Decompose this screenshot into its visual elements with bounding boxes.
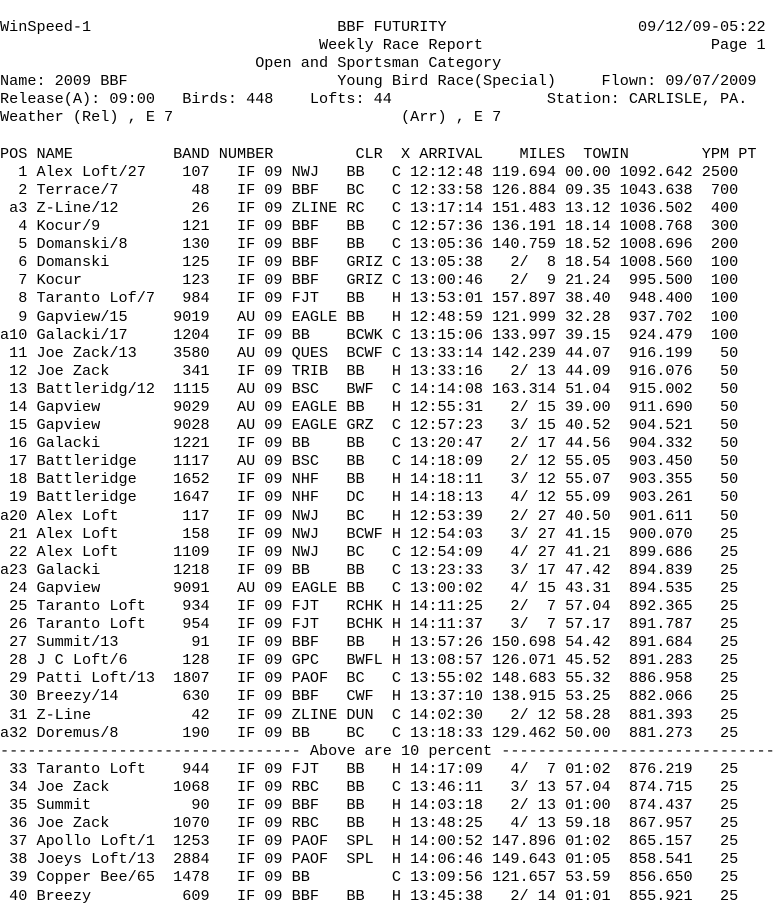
result-row: 12 Joe Zack 341 IF 09 TRIB BB H 13:33:16 2/ 13 44.09 916.076 50 — [0, 361, 739, 380]
result-row: 14 Gapview 9029 AU 09 EAGLE BB H 12:55:31 2/ 15 39.00 911.690 50 — [0, 397, 739, 416]
result-row: 1 Alex Loft/27 107 IF 09 NWJ BB C 12:12:48 119.694 00.00 1092.642 2500 — [0, 162, 739, 181]
result-row: 8 Taranto Lof/7 984 IF 09 FJT BB H 13:53:01 157.897 38.40 948.400 100 — [0, 289, 739, 308]
header-line-race: Name: 2009 BBF Young Bird Race(Special) Flown: 09/07/2009 — [0, 72, 757, 91]
result-row: 2 Terrace/7 48 IF 09 BBF BC C 12:33:58 126.884 09.35 1043.638 700 — [0, 180, 739, 199]
result-row: 21 Alex Loft 158 IF 09 NWJ BCWF H 12:54:03 3/ 27 41.15 900.070 25 — [0, 524, 739, 543]
result-row: 17 Battleridge 1117 AU 09 BSC BB C 14:18:09 2/ 12 55.05 903.450 50 — [0, 452, 739, 471]
result-row: 36 Joe Zack 1070 IF 09 RBC BB H 13:48:25 4/ 13 59.18 867.957 25 — [0, 814, 739, 833]
header-line-weather: Weather (Rel) , E 7 (Arr) , E 7 — [0, 108, 502, 127]
result-row: 5 Domanski/8 130 IF 09 BBF BB C 13:05:36 140.759 18.52 1008.696 200 — [0, 235, 739, 254]
result-row: 39 Copper Bee/65 1478 IF 09 BB C 13:09:56 121.657 53.59 856.650 25 — [0, 868, 739, 887]
results-table-top — [0, 163, 780, 742]
result-row: 26 Taranto Loft 954 IF 09 FJT BCHK H 14:11:37 3/ 7 57.17 891.787 25 — [0, 615, 739, 634]
result-row: 22 Alex Loft 1109 IF 09 NWJ BC C 12:54:09 4/ 27 41.21 899.686 25 — [0, 542, 739, 561]
result-row: a3 Z-Line/12 26 IF 09 ZLINE RC C 13:17:14 151.483 13.12 1036.502 400 — [0, 198, 739, 217]
result-row: 13 Battleridg/12 1115 AU 09 BSC BWF C 14:14:08 163.314 51.04 915.002 50 — [0, 379, 739, 398]
header-line-release: Release(A): 09:00 Birds: 448 Lofts: 44 Station: CARLISLE, PA. — [0, 90, 748, 109]
header-line-program: WinSpeed-1 BBF FUTURITY 09/12/09-05:22 — [0, 18, 766, 36]
result-row: 15 Gapview 9028 AU 09 EAGLE GRZ C 12:57:23 3/ 15 40.52 904.521 50 — [0, 416, 739, 435]
result-row: 25 Taranto Loft 934 IF 09 FJT RCHK H 14:11:25 2/ 7 57.04 892.365 25 — [0, 597, 739, 615]
header-line-report: Weekly Race Report Page 1 — [0, 36, 766, 55]
result-row: 6 Domanski 125 IF 09 BBF GRIZ C 13:05:38 2/ 8 18.54 1008.560 100 — [0, 253, 739, 272]
result-row: 34 Joe Zack 1068 IF 09 RBC BB C 13:46:11 3/ 13 57.04 874.715 25 — [0, 777, 739, 796]
results-table-bottom — [0, 760, 780, 905]
result-row: 27 Summit/13 91 IF 09 BBF BB H 13:57:26 150.698 54.42 891.684 25 — [0, 633, 739, 652]
result-row: 18 Battleridge 1652 IF 09 NHF BB H 14:18:11 3/ 12 55.07 903.355 50 — [0, 470, 739, 489]
result-row: 28 J C Loft/6 128 IF 09 GPC BWFL H 13:08:57 126.071 45.52 891.283 25 — [0, 651, 739, 670]
result-row: 7 Kocur 123 IF 09 BBF GRIZ C 13:00:46 2/ 9 21.24 995.500 100 — [0, 271, 739, 290]
header-line-category: Open and Sportsman Category — [0, 54, 502, 73]
result-row: 37 Apollo Loft/1 1253 IF 09 PAOF SPL H 14:00:52 147.896 01:02 865.157 25 — [0, 832, 739, 851]
result-row: 4 Kocur/9 121 IF 09 BBF BB C 12:57:36 136.191 18.14 1008.768 300 — [0, 217, 739, 236]
result-row: a23 Galacki 1218 IF 09 BB BB C 13:23:33 3/ 17 47.42 894.839 25 — [0, 560, 739, 579]
result-row: 11 Joe Zack/13 3580 AU 09 QUES BCWF C 13:33:14 142.239 44.07 916.199 50 — [0, 343, 739, 362]
result-row: 24 Gapview 9091 AU 09 EAGLE BB C 13:00:02 4/ 15 43.31 894.535 25 — [0, 578, 739, 597]
result-row: a10 Galacki/17 1204 IF 09 BB BCWK C 13:15:06 133.997 39.15 924.479 100 — [0, 325, 739, 344]
result-row: 40 Breezy 609 IF 09 BBF BB H 13:45:38 2/ 14 01:01 855.921 25 — [0, 886, 739, 905]
result-row: 30 Breezy/14 630 IF 09 BBF CWF H 13:37:10 138.915 53.25 882.066 25 — [0, 687, 739, 706]
result-row: 16 Galacki 1221 IF 09 BB BB C 13:20:47 2/ 17 44.56 904.332 50 — [0, 434, 739, 453]
result-row: 9 Gapview/15 9019 AU 09 EAGLE BB H 12:48:59 121.999 32.28 937.702 100 — [0, 307, 739, 326]
result-row: 31 Z-Line 42 IF 09 ZLINE DUN C 14:02:30 2/ 12 58.28 881.393 25 — [0, 705, 739, 724]
result-row: 19 Battleridge 1647 IF 09 NHF DC H 14:18:13 4/ 12 55.09 903.261 50 — [0, 488, 739, 507]
result-row: 38 Joeys Loft/13 2884 IF 09 PAOF SPL H 14:06:46 149.643 01:05 858.541 25 — [0, 850, 739, 869]
blank-line — [0, 127, 780, 145]
result-row: 33 Taranto Loft 944 IF 09 FJT BB H 14:17:09 4/ 7 01:02 876.219 25 — [0, 759, 739, 778]
result-row: a20 Alex Loft 117 IF 09 NWJ BC H 12:53:39 2/ 27 40.50 901.611 50 — [0, 506, 739, 525]
ten-percent-divider: --------------------------------- Above are 10 percent ------------------------------ — [0, 741, 775, 760]
result-row: 35 Summit 90 IF 09 BBF BB H 14:03:18 2/ 13 01:00 874.437 25 — [0, 796, 739, 815]
result-row: a32 Doremus/8 190 IF 09 BB BC C 13:18:33 129.462 50.00 881.273 25 — [0, 723, 739, 742]
result-row: 29 Patti Loft/13 1807 IF 09 PAOF BC C 13:55:02 148.683 55.32 886.958 25 — [0, 669, 739, 688]
column-header-row: POS NAME BAND NUMBER CLR X ARRIVAL MILES TOWIN YPM PT — [0, 144, 757, 163]
